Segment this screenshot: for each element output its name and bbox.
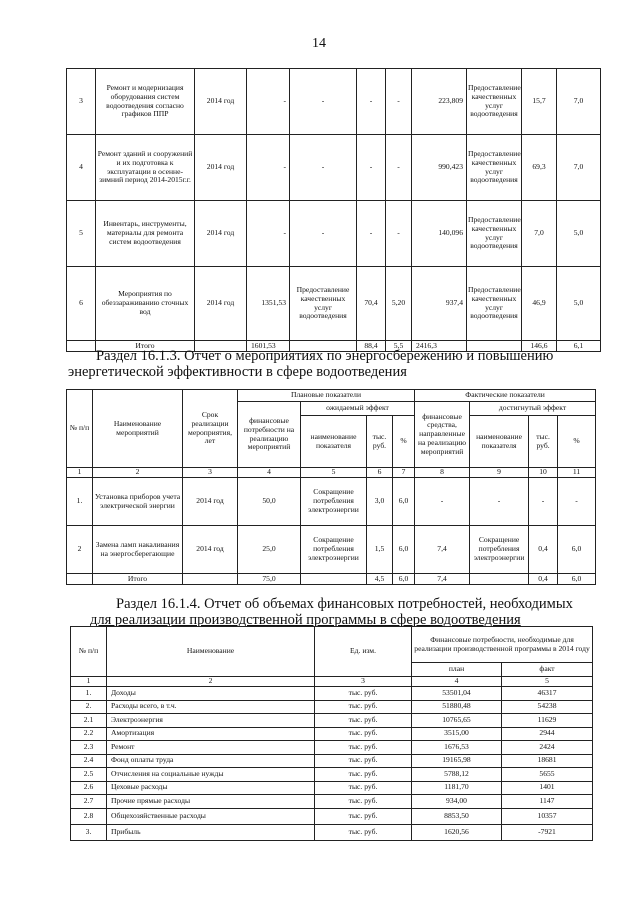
financial-needs-table [70,626,593,841]
header-financial-needs: Финансовые потребности, необходимые для реализации производственной программы в 2014 году [412,627,593,663]
header-planned: Плановые показатели [238,390,415,402]
table-cell: 6,0 [558,574,596,585]
page-number: 14 [312,36,326,51]
table-cell: 25,0 [238,526,301,574]
table-cell: Ремонт [107,741,315,755]
table-cell: Фонд оплаты труда [107,754,315,768]
table-cell: 2416,3 [412,341,467,352]
table-cell: 4 [67,135,96,201]
table-cell: Сокращение потребления электроэнергии [301,478,367,526]
table-cell: 2944 [502,727,593,741]
section-16-1-3-heading [68,348,554,381]
header-term: Срок реализации мероприятия, лет [183,390,238,468]
table-cell: Амортизация [107,727,315,741]
section-16-1-4-heading [90,596,573,629]
table-cell: 2 [107,677,315,687]
table-cell: 990,423 [412,135,467,201]
table-cell: Предоставление качественных услуг водоотведения [467,135,522,201]
table-cell: - [529,478,558,526]
table-cell: 15,7 [522,69,557,135]
table-cell: 6 [367,468,393,478]
header-expected: ожидаемый эффект [301,402,415,416]
table-cell: Сокращение потребления электроэнергии [301,526,367,574]
table-cell: 7,4 [415,526,470,574]
table-cell: Предоставление качественных услуг водоотведения [467,69,522,135]
table-cell: Ремонт зданий и сооружений и их подготовка к эксплуатации в осенне-зимний период 2014-2015г.г. [96,135,195,201]
table-row [71,808,593,824]
column-numbers-row [67,468,596,478]
table-total-row [67,574,596,585]
table-cell: - [470,478,529,526]
table-cell: Предоставление качественных услуг водоотведения [467,267,522,341]
table-cell: 50,0 [238,478,301,526]
table-cell: 1676,53 [412,741,502,755]
table-cell: 5,20 [386,267,412,341]
table-cell: 1 [71,677,107,687]
table-cell: - [247,69,290,135]
table-cell: тыс. руб. [315,781,412,795]
table-cell: 5 [502,677,593,687]
table-cell: тыс. руб. [315,824,412,840]
table-row [71,768,593,782]
table-row [67,201,601,267]
table-cell: 2. [71,700,107,714]
table-cell: 1 [67,468,93,478]
table-cell: 4 [412,677,502,687]
table-cell: 53501,04 [412,687,502,701]
table-cell: 1147 [502,795,593,809]
table-cell: 0,4 [529,574,558,585]
table-cell: 2 [93,468,183,478]
table-cell: 1601,53 [247,341,290,352]
table-cell: 2.6 [71,781,107,795]
table-row [71,687,593,701]
table-cell: 937,4 [412,267,467,341]
table-cell: Предоставление качественных услуг водоотведения [467,201,522,267]
table-cell: 6,0 [393,526,415,574]
table-cell: - [386,135,412,201]
table-cell: 2 [67,526,93,574]
table-cell: 19165,98 [412,754,502,768]
header-name: Наименование мероприятий [93,390,183,468]
table-cell: 934,00 [412,795,502,809]
table-cell: тыс. руб. [315,754,412,768]
table-cell: - [386,69,412,135]
table-cell: тыс. руб. [315,768,412,782]
table-row [71,795,593,809]
table-cell: 2.7 [71,795,107,809]
header-unit: Ед. изм. [315,627,412,677]
table-row [71,754,593,768]
table-cell: - [558,478,596,526]
table-cell: 10 [529,468,558,478]
table-cell: 3 [315,677,412,687]
table-cell: тыс. руб. [315,714,412,728]
table-row [67,69,601,135]
table-cell: тыс. руб. [315,808,412,824]
table-cell: Установка приборов учета электрической энергии [93,478,183,526]
table-cell: 146,6 [522,341,557,352]
table-cell: тыс. руб. [315,700,412,714]
table-row [71,727,593,741]
table-cell: 54238 [502,700,593,714]
table-row [67,135,601,201]
energy-saving-table [66,389,596,585]
header-indicator: наименование показателя [301,416,367,468]
table-cell: 2014 год [195,69,247,135]
header-fin-act: финансовые средства, направленные на реализацию мероприятий [415,402,470,468]
table-cell: 7,0 [557,135,601,201]
table-cell: 0,4 [529,526,558,574]
table-cell: 5,0 [557,267,601,341]
table-cell: 5,0 [557,201,601,267]
header-ths: тыс. руб. [367,416,393,468]
header-fin-plan: финансовые потребности на реализацию мероприятий [238,402,301,468]
table-cell: 10765,65 [412,714,502,728]
table-cell: 11 [558,468,596,478]
table-cell: 2.5 [71,768,107,782]
table-cell: 4,5 [367,574,393,585]
table-cell: 5655 [502,768,593,782]
table-cell: 1. [67,478,93,526]
table-cell: Инвентарь, инструменты, материалы для ремонта систем водоотведения [96,201,195,267]
table-cell: 18681 [502,754,593,768]
table-cell: 51880,48 [412,700,502,714]
table-row [71,700,593,714]
section-16-1-3-title-line2: энергетической эффективности в сфере водоотведения [68,363,407,380]
table-cell: - [290,69,357,135]
table-cell: Предоставление качественных услуг водоотведения [290,267,357,341]
section-16-1-4-title-line2: для реализации производственной программы в сфере водоотведения [90,611,521,628]
table-cell: 6,0 [393,478,415,526]
header-name: Наименование [107,627,315,677]
header-fact: факт [502,663,593,677]
table-cell: 2014 год [195,201,247,267]
table-cell: 69,3 [522,135,557,201]
table-cell: 2014 год [183,478,238,526]
table-cell: 3515,00 [412,727,502,741]
table-cell: тыс. руб. [315,687,412,701]
table-cell: 3 [183,468,238,478]
table-cell: 11629 [502,714,593,728]
table-cell: 2424 [502,741,593,755]
table-cell: 5 [67,201,96,267]
table-cell: - [290,135,357,201]
table-cell: 2.4 [71,754,107,768]
table-cell [67,341,96,352]
section-16-1-4-title-line1: Раздел 16.1.4. Отчет об объемах финансовых потребностей, необходимых [116,596,573,612]
table-cell: 46317 [502,687,593,701]
table-cell: 3 [67,69,96,135]
table-cell: - [357,135,386,201]
table-cell: 10357 [502,808,593,824]
table-cell: Отчисления на социальные нужды [107,768,315,782]
header-ths-2: тыс. руб. [529,416,558,468]
header-actual: Фактические показатели [415,390,596,402]
table-cell: 6 [67,267,96,341]
table-cell: 7,4 [415,574,470,585]
table-cell: - [415,478,470,526]
table-row [71,741,593,755]
table-cell: 6,0 [558,526,596,574]
table-row [71,781,593,795]
table-cell: 6,1 [557,341,601,352]
table-cell: -7921 [502,824,593,840]
header-pct-2: % [558,416,596,468]
table-cell: 9 [470,468,529,478]
header-plan: план [412,663,502,677]
header-num: № п/п [67,390,93,468]
table-row [71,824,593,840]
table-cell: Прочие прямые расходы [107,795,315,809]
table-cell: - [386,201,412,267]
table-cell: 3. [71,824,107,840]
table-cell: Замена ламп накаливания на энергосберегающие [93,526,183,574]
table-cell: 7 [393,468,415,478]
table-cell [470,574,529,585]
table-cell [183,574,238,585]
section-16-1-3-title-line1: Раздел 16.1.3. Отчет о мероприятиях по энергосбережению и повышению [96,348,554,364]
table-cell: Итого [93,574,183,585]
table-cell: 5,5 [386,341,412,352]
table-cell: Расходы всего, в т.ч. [107,700,315,714]
table-cell: 2014 год [195,267,247,341]
measures-table-continued [66,68,601,352]
table-row [67,267,601,341]
table-cell [301,574,367,585]
table-cell [67,574,93,585]
table-cell: Мероприятия по обеззараживанию сточных вод [96,267,195,341]
table-cell: 223,809 [412,69,467,135]
table-cell: 7,0 [522,201,557,267]
table-cell: 3,0 [367,478,393,526]
table-cell: 75,0 [238,574,301,585]
table-cell: Прибыль [107,824,315,840]
table-cell: 5788,12 [412,768,502,782]
table-row [67,526,596,574]
table-cell: 5 [301,468,367,478]
table-cell: 4 [238,468,301,478]
table-cell: 1,5 [367,526,393,574]
table-cell: Доходы [107,687,315,701]
header-achieved: достигнутый эффект [470,402,596,416]
table-cell: 2.8 [71,808,107,824]
table-cell: 46,9 [522,267,557,341]
table-cell: 140,096 [412,201,467,267]
header-indicator-2: наименование показателя [470,416,529,468]
table-cell: Сокращение потребления электроэнергии [470,526,529,574]
table-cell: - [357,201,386,267]
table-row [71,714,593,728]
table-cell: 2014 год [183,526,238,574]
table-cell: 1181,70 [412,781,502,795]
table-cell: Цеховые расходы [107,781,315,795]
table-cell: тыс. руб. [315,741,412,755]
table-cell: 1. [71,687,107,701]
table-cell: 8853,50 [412,808,502,824]
table-cell: 2014 год [195,135,247,201]
table-cell: 2.2 [71,727,107,741]
table-row [67,478,596,526]
table-cell: 2.3 [71,741,107,755]
table-cell: - [290,201,357,267]
column-numbers-row [71,677,593,687]
header-num: № п/п [71,627,107,677]
table-cell: Ремонт и модернизация оборудования систем водоотведения согласно графиков ППР [96,69,195,135]
table-cell: 1351,53 [247,267,290,341]
table-cell: тыс. руб. [315,795,412,809]
header-pct: % [393,416,415,468]
table-cell: Общехозяйственные расходы [107,808,315,824]
table-cell: 1401 [502,781,593,795]
table-cell: Итого [96,341,195,352]
table-cell: 1620,56 [412,824,502,840]
table-cell: 8 [415,468,470,478]
table-cell: 6,0 [393,574,415,585]
table-cell: 7,0 [557,69,601,135]
table-cell: 2.1 [71,714,107,728]
table-cell: Электроэнергия [107,714,315,728]
table-cell: 88,4 [357,341,386,352]
table-cell: - [247,135,290,201]
table-cell: 70,4 [357,267,386,341]
table-cell: тыс. руб. [315,727,412,741]
table-cell: - [357,69,386,135]
table-cell: - [247,201,290,267]
